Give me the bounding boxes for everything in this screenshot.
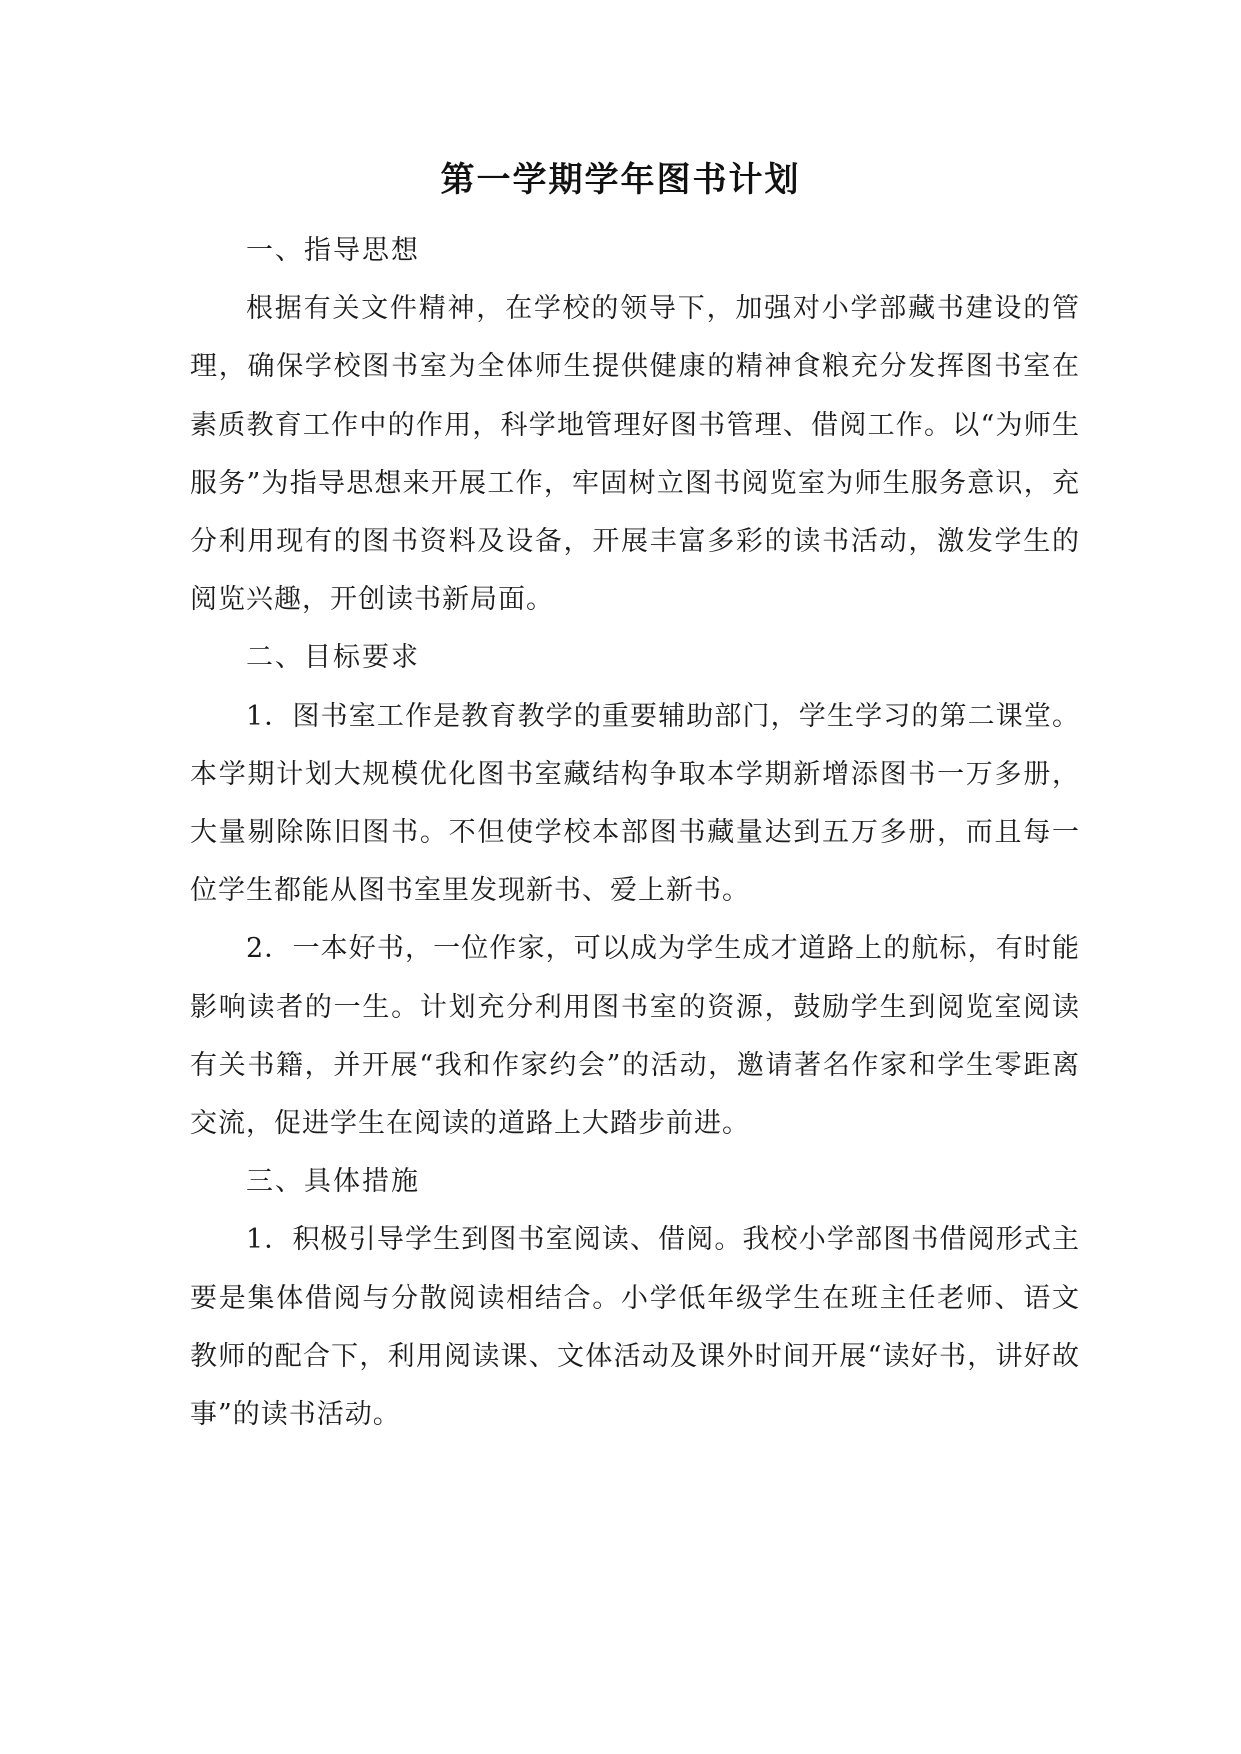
paragraph-goal-2: 2．一本好书，一位作家，可以成为学生成才道路上的航标，有时能影响读者的一生。计划充分利用图书室的资源，鼓励学生到阅览室阅读有关书籍，并开展“我和作家约会”的活动，邀请著名作家和学生零距离交流，促进学生在阅读的道路上大踏步前进。 <box>190 933 1080 1140</box>
paragraph-measure-1: 1．积极引导学生到图书室阅读、借阅。我校小学部图书借阅形式主要是集体借阅与分散阅读相结合。小学低年级学生在班主任老师、语文教师的配合下，利用阅读课、文体活动及课外时间开展“读好书，讲好故事”的读书活动。 <box>190 1224 1080 1431</box>
section-heading-goals: 二、目标要求 <box>246 642 420 674</box>
paragraph-goal-1: 1．图书室工作是教育教学的重要辅助部门，学生学习的第二课堂。本学期计划大规模优化图书室藏结构争取本学期新增添图书一万多册，大量剔除陈旧图书。不但使学校本部图书藏量达到五万多册，而且每一位学生都能从图书室里发现新书、爱上新书。 <box>190 700 1080 907</box>
section-heading-measures: 三、具体措施 <box>246 1166 420 1198</box>
paragraph-guiding-ideology: 根据有关文件精神，在学校的领导下，加强对小学部藏书建设的管理，确保学校图书室为全体师生提供健康的精神食粮充分发挥图书室在素质教育工作中的作用，科学地管理好图书管理、借阅工作。以“为师生服务”为指导思想来开展工作，牢固树立图书阅览室为师生服务意识，充分利用现有的图书资料及设备，开展丰富多彩的读书活动，激发学生的阅览兴趣，开创读书新局面。 <box>190 293 1080 616</box>
section-heading-guiding-ideology: 一、指导思想 <box>246 235 420 266</box>
document-title: 第一学期学年图书计划 <box>440 160 801 200</box>
document-body <box>190 222 1080 1444</box>
